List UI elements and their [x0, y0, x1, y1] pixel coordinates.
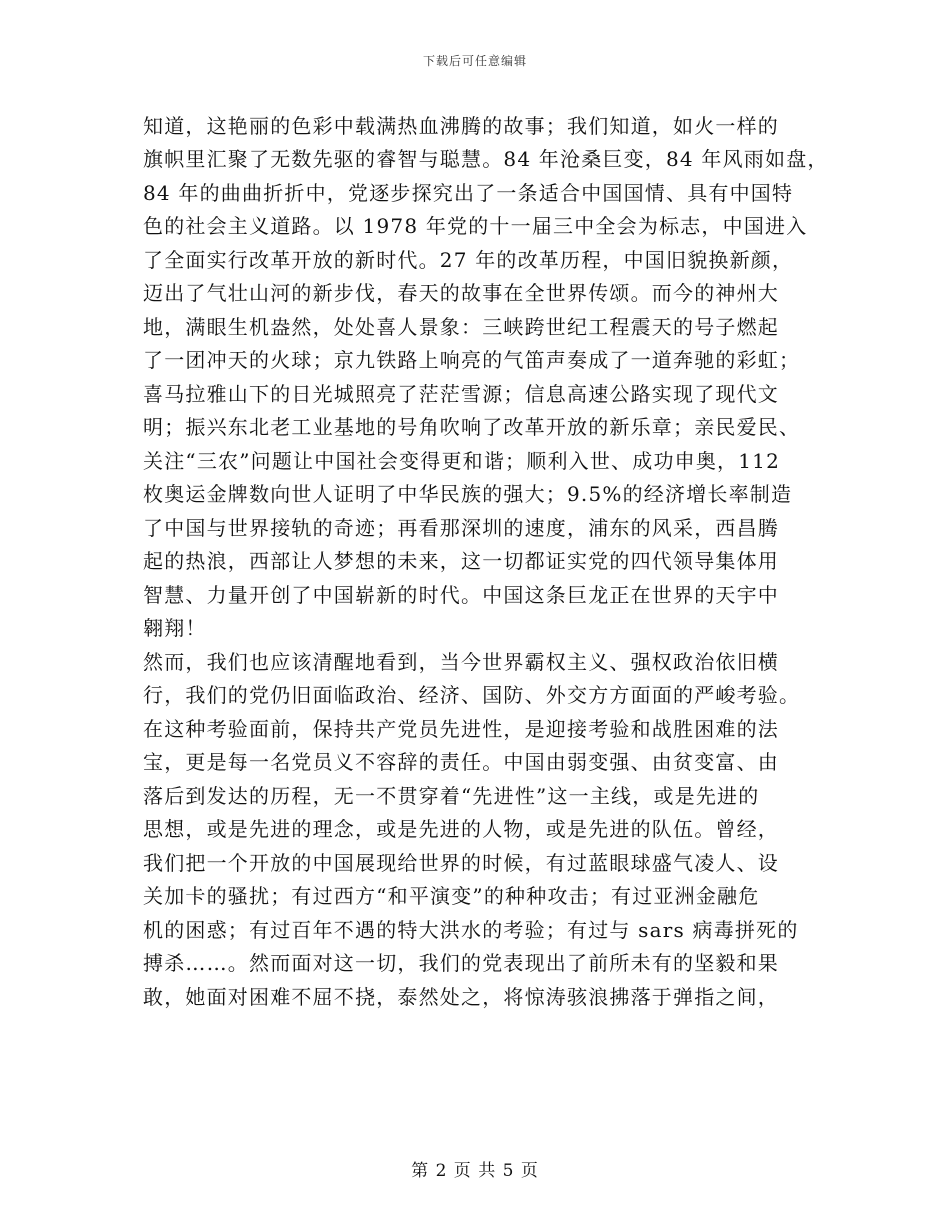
body-line: 关加卡的骚扰；有过西方“和平演变”的种种攻击；有过亚洲金融危	[143, 884, 760, 908]
body-line: 喜马拉雅山下的日光城照亮了茫茫雪源；信息高速公路实现了现代文	[143, 382, 779, 406]
body-line: 知道，这艳丽的色彩中载满热血沸腾的故事；我们知道，如火一样的	[143, 114, 779, 138]
header-note: 下载后可任意编辑	[422, 54, 527, 68]
body-line: 搏杀……。然而面对这一切，我们的党表现出了前所未有的坚毅和果	[143, 951, 779, 975]
body-line: 关注“三农”问题让中国社会变得更和谐；顺利入世、成功申奥，112	[143, 449, 781, 473]
body-line: 然而，我们也应该清醒地看到，当今世界霸权主义、强权政治依旧横	[143, 650, 779, 674]
body-line: 翱翔！	[143, 616, 207, 640]
page-number: 第 2 页 共 5 页	[411, 1161, 539, 1181]
body-line: 我们把一个开放的中国展现给世界的时候，有过蓝眼球盛气凌人、设	[143, 851, 779, 875]
body-line: 起的热浪，西部让人梦想的未来，这一切都证实党的四代领导集体用	[143, 549, 779, 573]
body-line: 敢，她面对困难不屈不挠，泰然处之，将惊涛骇浪拂落于弹指之间，	[143, 985, 779, 1009]
body-line: 了一团冲天的火球；京九铁路上响亮的气笛声奏成了一道奔驰的彩虹；	[143, 348, 801, 372]
body-line: 旗帜里汇聚了无数先驱的睿智与聪慧。84 年沧桑巨变，84 年风雨如盘，	[143, 147, 829, 171]
body-line: 明；振兴东北老工业基地的号角吹响了改革开放的新乐章；亲民爱民、	[143, 415, 801, 439]
body-line: 思想，或是先进的理念，或是先进的人物，或是先进的队伍。曾经，	[143, 817, 779, 841]
body-line: 地，满眼生机盎然，处处喜人景象：三峡跨世纪工程震天的号子燃起	[143, 315, 779, 339]
body-line: 枚奥运金牌数向世人证明了中华民族的强大；9.5%的经济增长率制造	[143, 482, 793, 506]
body-line: 在这种考验面前，保持共产党员先进性，是迎接考验和战胜困难的法	[143, 717, 779, 741]
body-line: 色的社会主义道路。以 1978 年党的十一届三中全会为标志，中国进入	[143, 214, 808, 238]
body-line: 了中国与世界接轨的奇迹；再看那深圳的速度，浦东的风采，西昌腾	[143, 516, 779, 540]
body-line: 行，我们的党仍旧面临政治、经济、国防、外交方方面面的严峻考验。	[143, 683, 801, 707]
body-line: 智慧、力量开创了中国崭新的时代。中国这条巨龙正在世界的天宇中	[143, 583, 779, 607]
body-line: 84 年的曲曲折折中，党逐步探究出了一条适合中国国情、具有中国特	[143, 181, 794, 205]
body-line: 落后到发达的历程，无一不贯穿着“先进性”这一主线，或是先进的	[143, 784, 760, 808]
body-line: 迈出了气壮山河的新步伐，春天的故事在全世界传颂。而今的神州大	[143, 281, 779, 305]
body-line: 机的困惑；有过百年不遇的特大洪水的考验；有过与 sars 病毒拼死的	[143, 918, 799, 942]
body-line: 宝，更是每一名党员义不容辞的责任。中国由弱变强、由贫变富、由	[143, 750, 779, 774]
body-line: 了全面实行改革开放的新时代。27 年的改革历程，中国旧貌换新颜，	[143, 248, 794, 272]
